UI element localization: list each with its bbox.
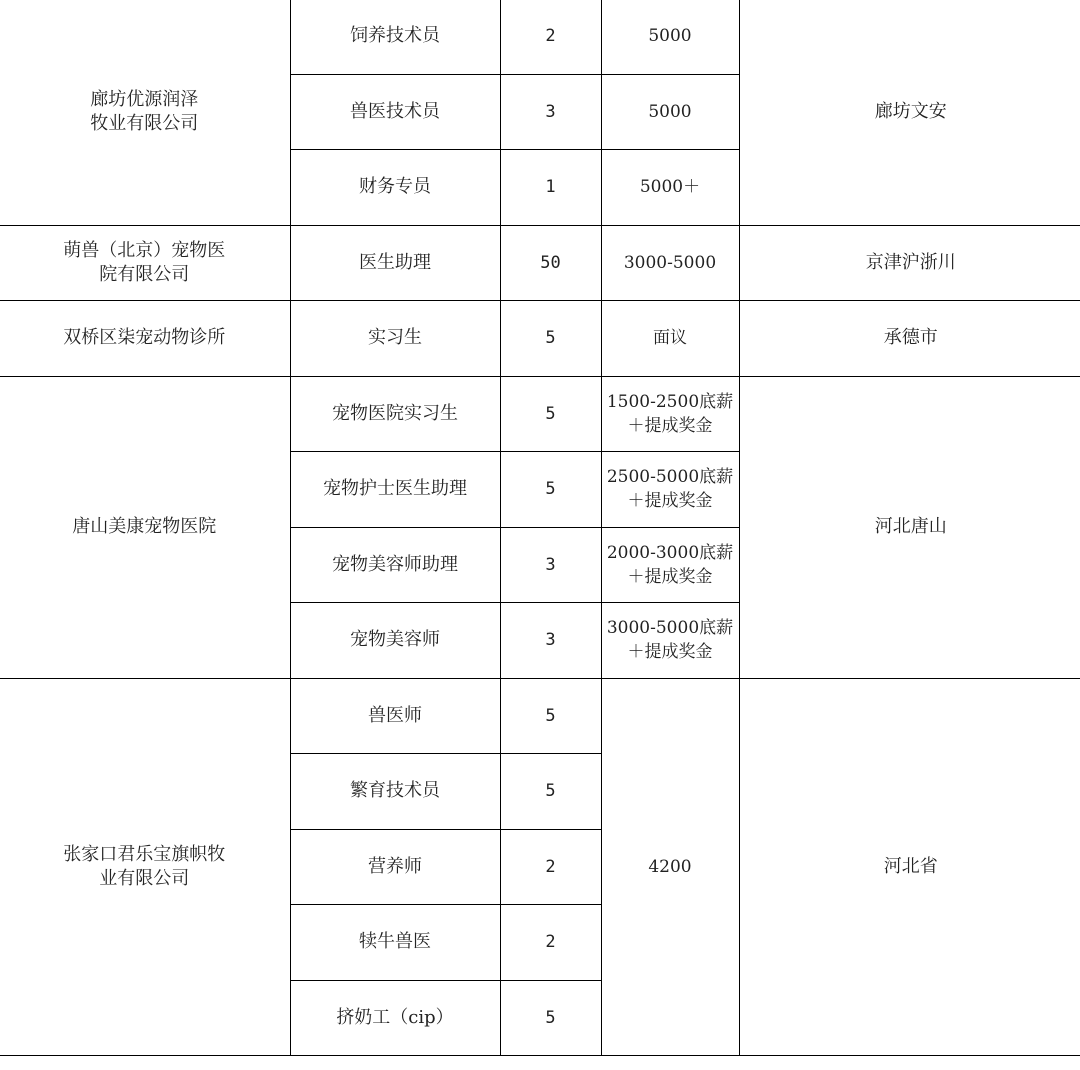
company-name-cell: 唐山美康宠物医院 <box>0 376 290 678</box>
headcount-cell: 1 <box>500 150 601 226</box>
position-cell: 繁育技术员 <box>290 754 500 830</box>
company-name-cell: 萌兽（北京）宠物医 院有限公司 <box>0 225 290 301</box>
headcount-cell: 50 <box>500 225 601 301</box>
headcount-cell: 5 <box>500 376 601 452</box>
salary-cell: 2500-5000底薪 ＋提成奖金 <box>601 452 739 528</box>
company-name-cell: 廊坊优源润泽 牧业有限公司 <box>0 0 290 225</box>
position-cell: 实习生 <box>290 301 500 377</box>
position-cell: 宠物美容师助理 <box>290 527 500 603</box>
headcount-cell: 5 <box>500 678 601 754</box>
table-row <box>0 0 1080 74</box>
salary-cell: 3000-5000 <box>601 225 739 301</box>
position-cell: 兽医师 <box>290 678 500 754</box>
salary-cell: 2000-3000底薪 ＋提成奖金 <box>601 527 739 603</box>
company-name-cell: 双桥区柒宠动物诊所 <box>0 301 290 377</box>
table-row <box>0 225 1080 301</box>
position-cell: 挤奶工（cip） <box>290 980 500 1056</box>
salary-cell: 5000 <box>601 0 739 74</box>
salary-cell: 1500-2500底薪 ＋提成奖金 <box>601 376 739 452</box>
position-cell: 财务专员 <box>290 150 500 226</box>
position-cell: 医生助理 <box>290 225 500 301</box>
position-cell: 犊牛兽医 <box>290 905 500 981</box>
salary-cell: 3000-5000底薪 ＋提成奖金 <box>601 603 739 679</box>
headcount-cell: 3 <box>500 74 601 150</box>
table-row <box>0 678 1080 754</box>
position-cell: 宠物护士医生助理 <box>290 452 500 528</box>
headcount-cell: 5 <box>500 980 601 1056</box>
headcount-cell: 2 <box>500 0 601 74</box>
headcount-cell: 2 <box>500 829 601 905</box>
location-cell: 廊坊文安 <box>739 0 1080 225</box>
position-cell: 饲养技术员 <box>290 0 500 74</box>
position-cell: 宠物医院实习生 <box>290 376 500 452</box>
position-cell: 宠物美容师 <box>290 603 500 679</box>
location-cell: 河北唐山 <box>739 376 1080 678</box>
location-cell: 河北省 <box>739 678 1080 1056</box>
headcount-cell: 5 <box>500 754 601 830</box>
headcount-cell: 3 <box>500 527 601 603</box>
salary-cell: 4200 <box>601 678 739 1056</box>
location-cell: 承德市 <box>739 301 1080 377</box>
table-row <box>0 301 1080 377</box>
company-name-cell: 张家口君乐宝旗帜牧 业有限公司 <box>0 678 290 1056</box>
headcount-cell: 5 <box>500 452 601 528</box>
position-cell: 兽医技术员 <box>290 74 500 150</box>
salary-cell: 5000＋ <box>601 150 739 226</box>
headcount-cell: 5 <box>500 301 601 377</box>
position-cell: 营养师 <box>290 829 500 905</box>
headcount-cell: 3 <box>500 603 601 679</box>
salary-cell: 面议 <box>601 301 739 377</box>
location-cell: 京津沪浙川 <box>739 225 1080 301</box>
headcount-cell: 2 <box>500 905 601 981</box>
table-row <box>0 376 1080 452</box>
salary-cell: 5000 <box>601 74 739 150</box>
